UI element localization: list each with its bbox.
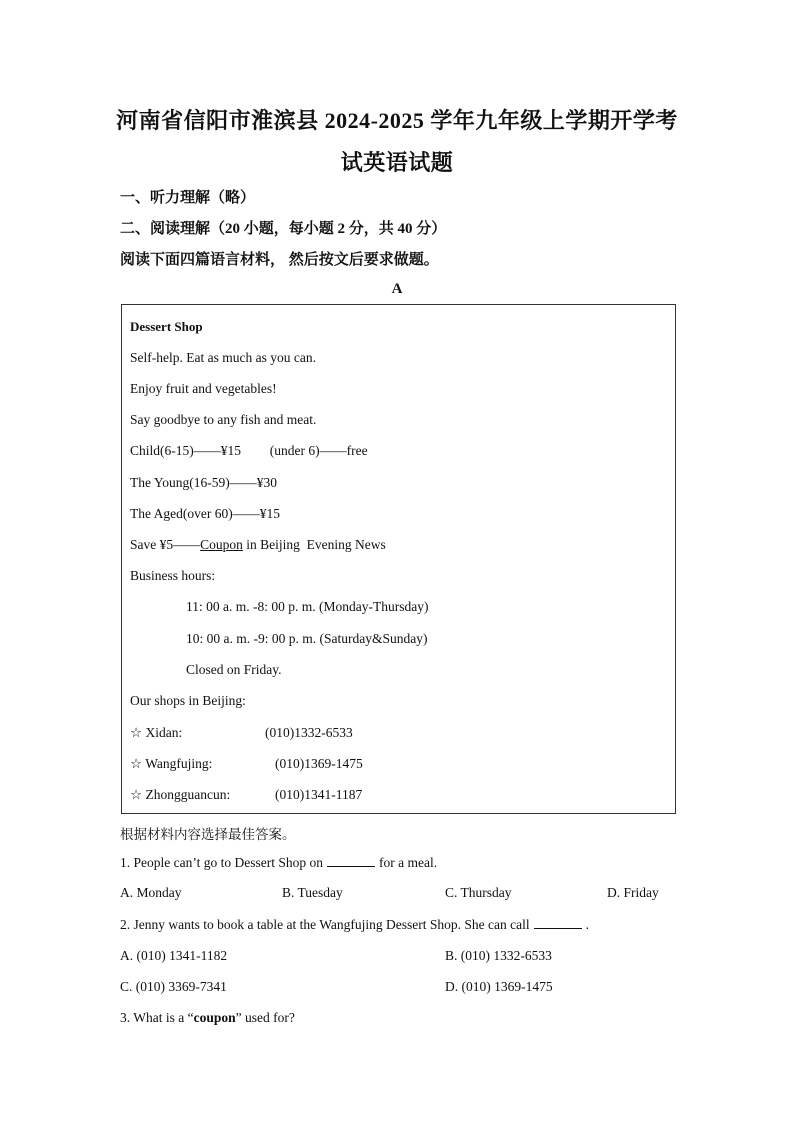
question-1-text: 1. People can’t go to Dessert Shop on <box>120 855 323 870</box>
ad-shops-label: Our shops in Beijing: <box>130 693 246 708</box>
section-reading-heading: 二、阅读理解（20 小题，每小题 2 分，共 40 分） <box>120 221 447 237</box>
answer-blank <box>534 916 582 929</box>
question-3-keyword: coupon <box>193 1010 236 1025</box>
page-title-line-2: 试英语试题 <box>340 150 454 175</box>
shop-row <box>130 756 212 772</box>
question-2-suffix: . <box>585 917 589 932</box>
ad-line-fruit: Enjoy fruit and vegetables! <box>130 381 277 396</box>
question-2 <box>120 916 589 933</box>
advertisement-box <box>121 304 676 814</box>
question-1-option-b: B. Tuesday <box>282 885 343 900</box>
answer-blank <box>327 854 375 867</box>
question-1-suffix: for a meal. <box>378 855 438 870</box>
shop-name: ☆ Zhongguancun: <box>130 787 231 802</box>
question-3-suffix: ” used for? <box>235 1010 295 1025</box>
ad-line-no-meat: Say goodbye to any fish and meat. <box>130 412 317 427</box>
ad-price-young: The Young(16-59)——¥30 <box>130 475 277 490</box>
question-2-option-b: B. (010) 1332-6533 <box>445 948 552 963</box>
question-1-option-d: D. Friday <box>607 885 659 900</box>
shop-phone: (010)1341-1187 <box>275 787 363 802</box>
ad-hours-weekend: 10: 00 a. m. -9: 00 p. m. (Saturday&Sunday) <box>186 631 428 646</box>
price-under-6-text: (under 6)——free <box>269 443 368 458</box>
question-3 <box>120 1010 295 1026</box>
question-2-option-d: D. (010) 1369-1475 <box>445 979 553 994</box>
question-3-prefix: 3. What is a “ <box>120 1010 194 1025</box>
shop-phone: (010)1332-6533 <box>265 725 353 740</box>
ad-hours-closed: Closed on Friday. <box>186 662 282 677</box>
question-2-option-a: A. (010) 1341-1182 <box>120 948 228 963</box>
coupon-suffix: in Beijing Evening News <box>242 537 386 552</box>
coupon-word: Coupon <box>200 537 243 552</box>
shop-phone: (010)1369-1475 <box>275 756 363 771</box>
shop-row <box>130 725 182 741</box>
ad-hours-label: Business hours: <box>130 568 216 583</box>
section-listening-heading: 一、听力理解（略） <box>120 190 256 206</box>
answer-instruction: 根据材料内容选择最佳答案。 <box>120 827 296 842</box>
passage-label: A <box>391 281 403 297</box>
ad-coupon-line <box>130 537 386 553</box>
question-2-text: 2. Jenny wants to book a table at the Wangfujing Dessert Shop. She can call <box>120 917 530 932</box>
shop-name: ☆ Xidan: <box>130 725 183 740</box>
question-1-option-a: A. Monday <box>120 885 182 900</box>
reading-instruction: 阅读下面四篇语言材料， 然后按文后要求做题。 <box>120 252 439 268</box>
shop-row <box>130 787 230 803</box>
ad-price-aged: The Aged(over 60)——¥15 <box>130 506 280 521</box>
ad-hours-weekday: 11: 00 a. m. -8: 00 p. m. (Monday-Thursday) <box>186 599 429 614</box>
question-2-option-c: C. (010) 3369-7341 <box>120 979 227 994</box>
ad-title: Dessert Shop <box>130 319 203 334</box>
ad-line-self-help: Self-help. Eat as much as you can. <box>130 350 316 365</box>
page-title-line-1: 河南省信阳市淮滨县 2024-2025 学年九年级上学期开学考 <box>116 108 678 133</box>
question-1 <box>120 854 437 871</box>
ad-price-child <box>130 443 368 459</box>
question-1-option-c: C. Thursday <box>445 885 512 900</box>
shop-name: ☆ Wangfujing: <box>130 756 213 771</box>
coupon-prefix: Save ¥5—— <box>130 537 201 552</box>
price-child-text: Child(6-15)——¥15 <box>130 443 241 458</box>
